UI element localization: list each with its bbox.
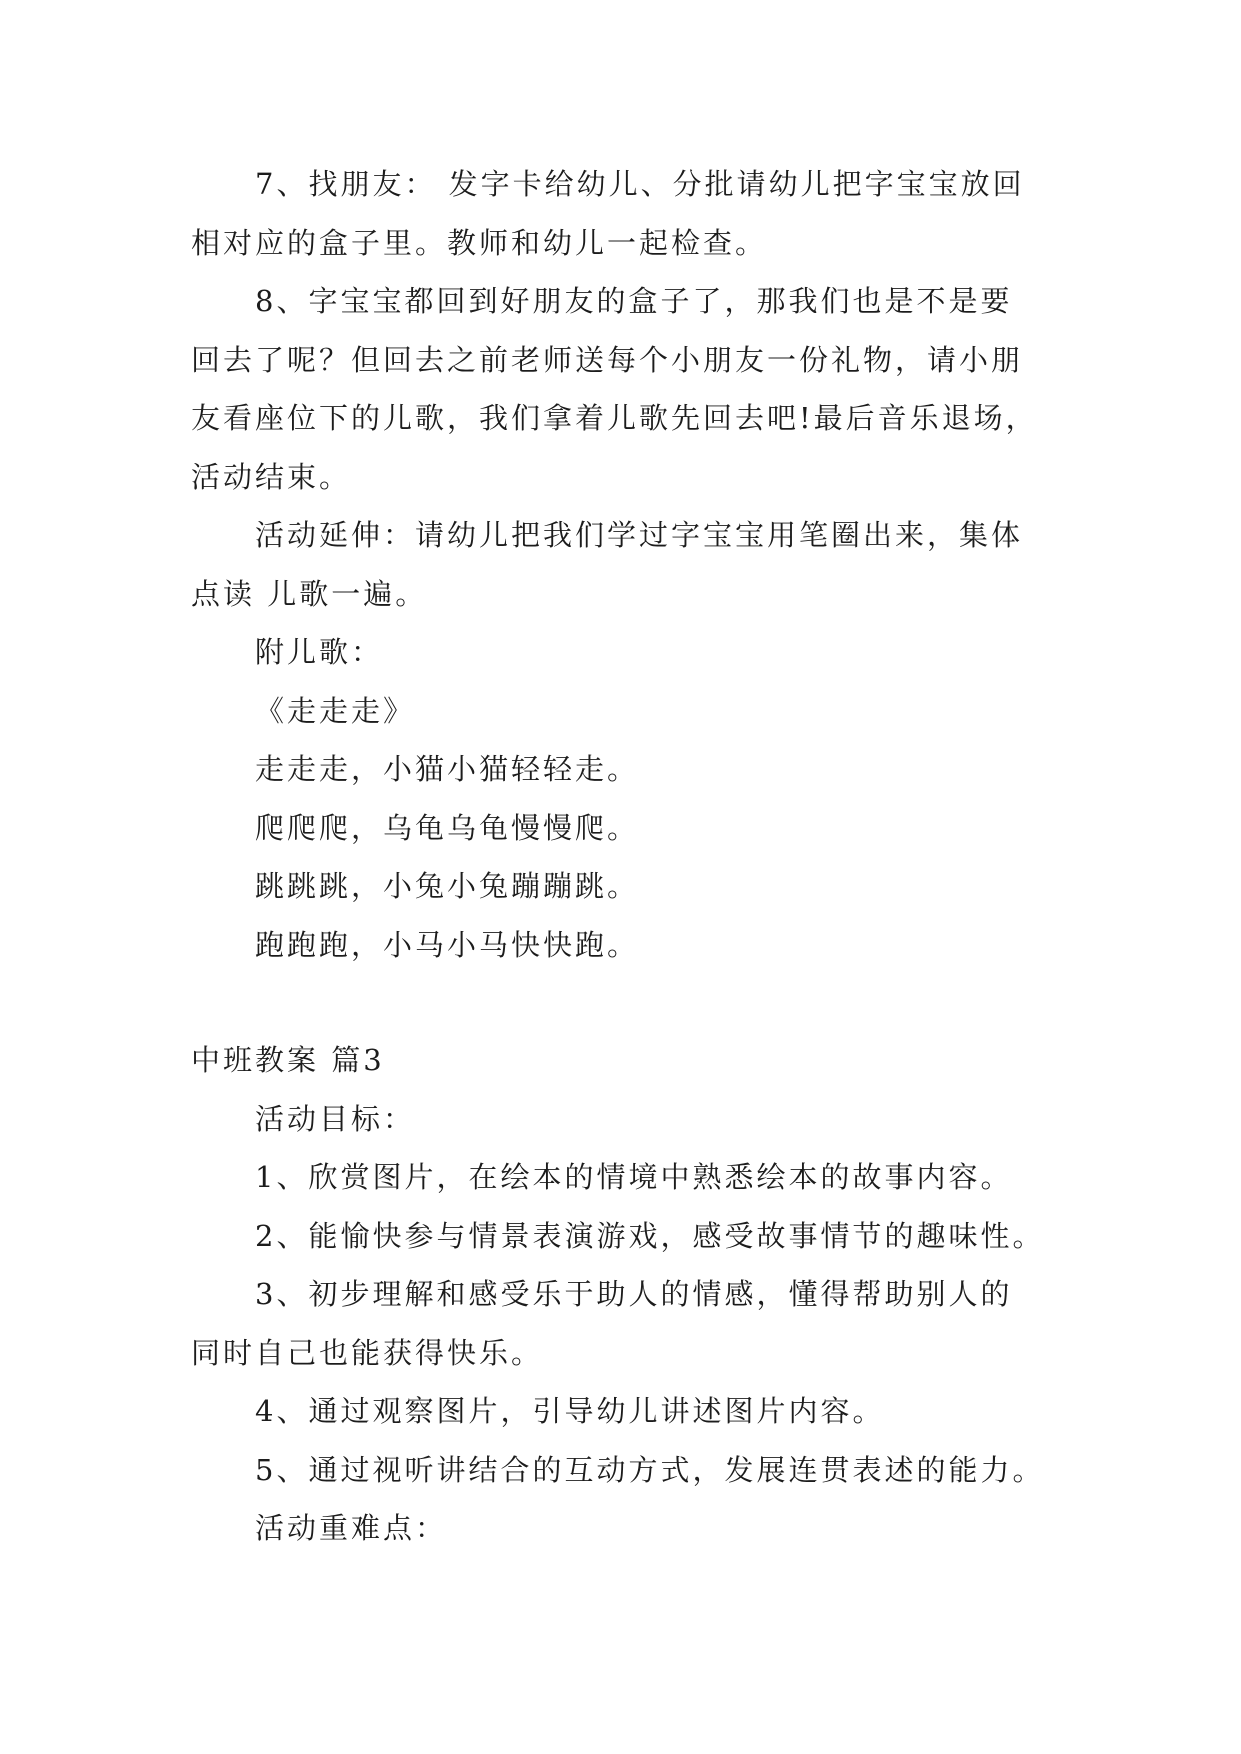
- goal-item: 2、能愉快参与情景表演游戏，感受故事情节的趣味性。: [255, 1219, 1045, 1253]
- song-intro: 附儿歌：: [255, 635, 384, 669]
- song-verse: 跳跳跳，小兔小兔蹦蹦跳。: [255, 869, 640, 903]
- goals-label: 活动目标：: [255, 1102, 416, 1136]
- step7-line2: 相对应的盒子里。教师和幼儿一起检查。: [191, 226, 768, 260]
- step8-line1: 8、字宝宝都回到好朋友的盒子了，那我们也是不是要: [255, 284, 1013, 318]
- section-heading: 中班教案 篇3: [191, 1043, 385, 1077]
- key-points-label: 活动重难点：: [255, 1511, 448, 1545]
- goal-item: 4、通过观察图片，引导幼儿讲述图片内容。: [255, 1394, 885, 1428]
- step8-line2: 回去了呢？但回去之前老师送每个小朋友一份礼物，请小朋: [191, 343, 1024, 377]
- song-verse: 跑跑跑，小马小马快快跑。: [255, 928, 640, 962]
- song-verse: 爬爬爬，乌龟乌龟慢慢爬。: [255, 811, 640, 845]
- song-verse: 走走走，小猫小猫轻轻走。: [255, 752, 640, 786]
- extension-line1: 活动延伸：请幼儿把我们学过字宝宝用笔圈出来，集体: [255, 518, 1024, 552]
- step7-line1: 7、找朋友： 发字卡给幼儿、分批请幼儿把字宝宝放回: [255, 167, 1025, 201]
- goal-item: 5、通过视听讲结合的互动方式，发展连贯表述的能力。: [255, 1453, 1045, 1487]
- extension-line2: 点读 儿歌一遍。: [191, 577, 428, 611]
- goal-item: 1、欣赏图片，在绘本的情境中熟悉绘本的故事内容。: [255, 1160, 1013, 1194]
- song-title: 《走走走》: [255, 694, 416, 728]
- step8-line4: 活动结束。: [191, 460, 352, 494]
- goal-item-line1: 3、初步理解和感受乐于助人的情感，懂得帮助别人的: [255, 1277, 1013, 1311]
- step8-line3: 友看座位下的儿歌，我们拿着儿歌先回去吧!最后音乐退场，: [191, 401, 1038, 435]
- goal-item-line2: 同时自己也能获得快乐。: [191, 1336, 544, 1370]
